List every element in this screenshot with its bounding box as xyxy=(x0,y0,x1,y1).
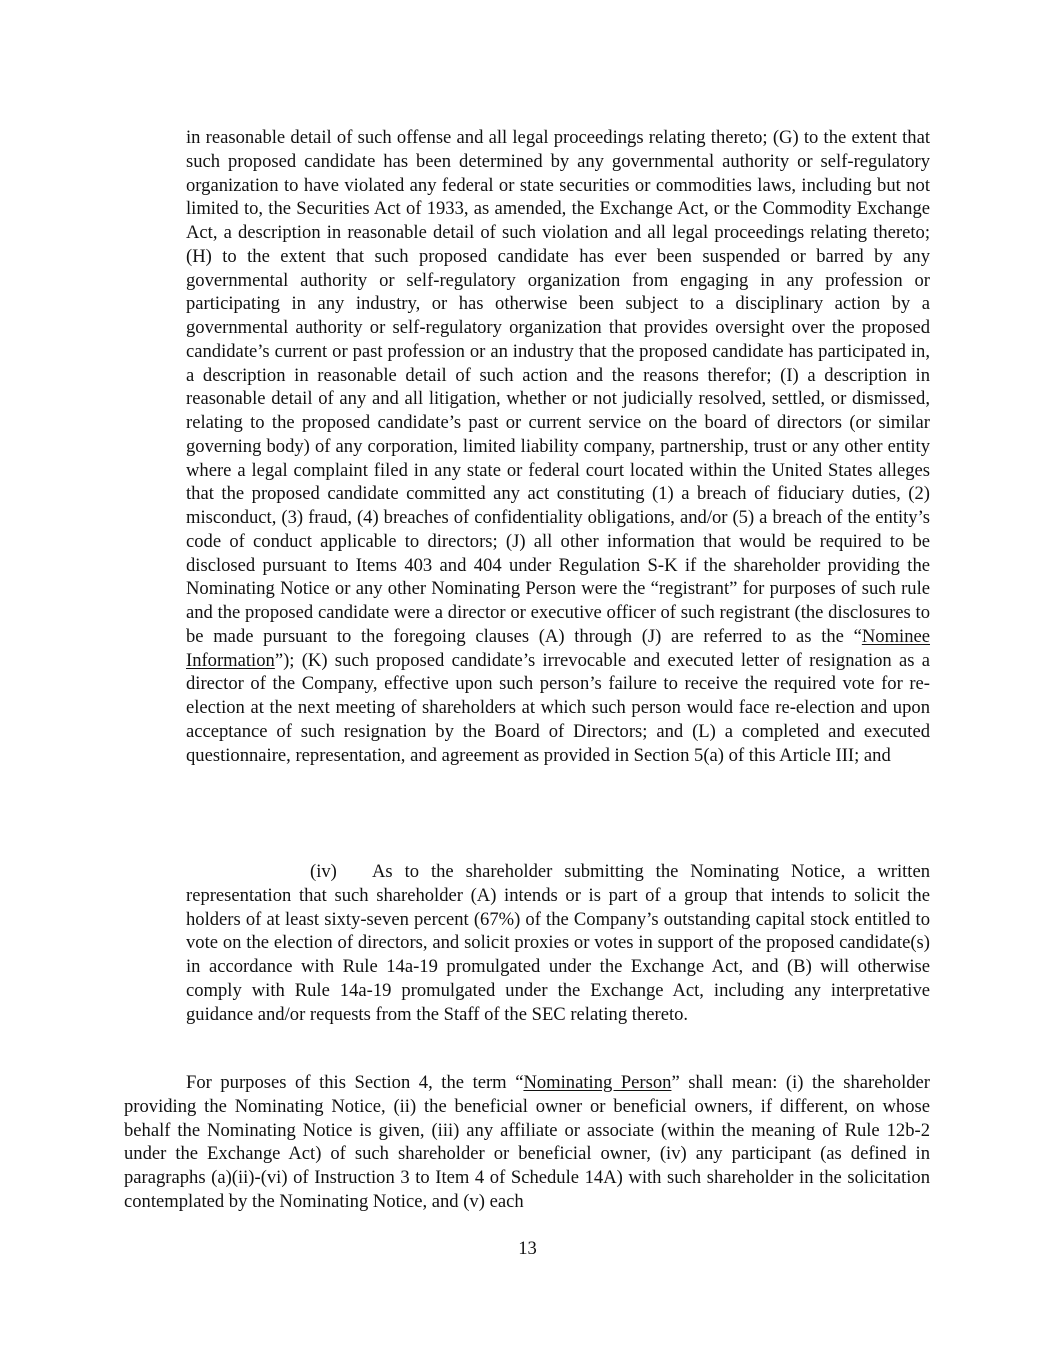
page-number: 13 xyxy=(518,1238,537,1259)
definition-text-b: ” shall mean: (i) the shareholder providing the Nominating Notice, (ii) the beneficial owner or beneficial owners, if different, on whose behalf the Nominating Notice is given, (iii) any affiliate or associate (within the meaning of Rule 12b-2 under the Exchange Act) of such shareholder or beneficial owner, (iv) any participant (as defined in paragraphs (a)(ii)-(vi) of Instruction 3 to Item 4 of Schedule 14A) with such shareholder in the solicitation contemplated by the Nominating Notice, and (v) each xyxy=(124,1072,931,1212)
nominee-information-term: Nominee Information xyxy=(186,625,930,671)
continued-text-a: in reasonable detail of such offense and all legal proceedings relating thereto; (G) to the extent that such proposed candidate has been determined by any governmental authority or self-regulatory organization to have violated any federal or state securities or commodities laws, including but not limited to, the Securities Act of 1933, as amended, the Exchange Act, or the Commodity Exchange Act, a description in reasonable detail of such violation and all legal proceedings relating thereto; (H) to the extent that such proposed candidate has ever been suspended or barred by any governmental authority or self-regulatory organization from engaging in any profession or participating in any industry, or has otherwise been subject to a disciplinary action by a governmental authority or self-regulatory organization that provides oversight over the proposed candidate’s current or past profession or an industry that the proposed candidate has participated in, a description in reasonable detail of such action and the reasons therefor; (I) a description in reasonable detail of any and all litigation, whether or not judicially resolved, settled, or dismissed, relating to the proposed candidate’s past or current service on the board of directors (or similar governing body) of any corporation, limited liability company, partnership, trust or any other entity where a legal complaint filed in any state or federal court located within the United States alleges that the proposed candidate committed any act constituting (1) a breach of fiduciary duties, (2) misconduct, (3) fraud, (4) breaches of confidentiality obligations, and/or (5) a breach of the entity’s code of conduct applicable to directors; (J) all other information that would be required to be disclosed pursuant to Items 403 and 404 under Regulation S-K if the shareholder providing the Nominating Notice or any other Nominating Person were the “registrant” for purposes of such rule and the proposed candidate were a director or executive officer of such registrant (the disclosures to be made pursuant to the foregoing clauses (A) through (J) are referred to as the “ xyxy=(186,127,930,647)
nominating-person-term: Nominating Person xyxy=(523,1072,672,1093)
definition-text-a: For purposes of this Section 4, the term “ xyxy=(186,1072,524,1093)
item-iv-text: As to the shareholder submitting the Nominating Notice, a written representation that such shareholder (A) intends or is part of a group that intends to solicit the holders of at least sixty-seven percent (67%) of the Company’s outstanding capital stock entitled to vote on the election of directors, and solicit proxies or votes in support of the proposed candidate(s) in accordance with Rule 14a-19 promulgated under the Exchange Act, and (B) will otherwise comply with Rule 14a-19 promulgated under the Exchange Act, including any interpretative guidance and/or requests from the Staff of the SEC relating thereto. xyxy=(186,861,930,1025)
continued-text-b: ”); (K) such proposed candidate’s irrevocable and executed letter of resignation as a director of the Company, effective upon such person’s failure to receive the required vote for re-election at the next meeting of shareholders at which such person would face re-election and upon acceptance of such resignation by the Board of Directors; and (L) a completed and executed questionnaire, representation, and agreement as provided in Section 5(a) of this Article III; and xyxy=(186,649,930,766)
continued-paragraph xyxy=(186,126,930,767)
nominating-person-definition xyxy=(124,1071,930,1214)
item-iv-paragraph xyxy=(186,860,930,1026)
item-iv-number: (iv) xyxy=(310,861,337,882)
